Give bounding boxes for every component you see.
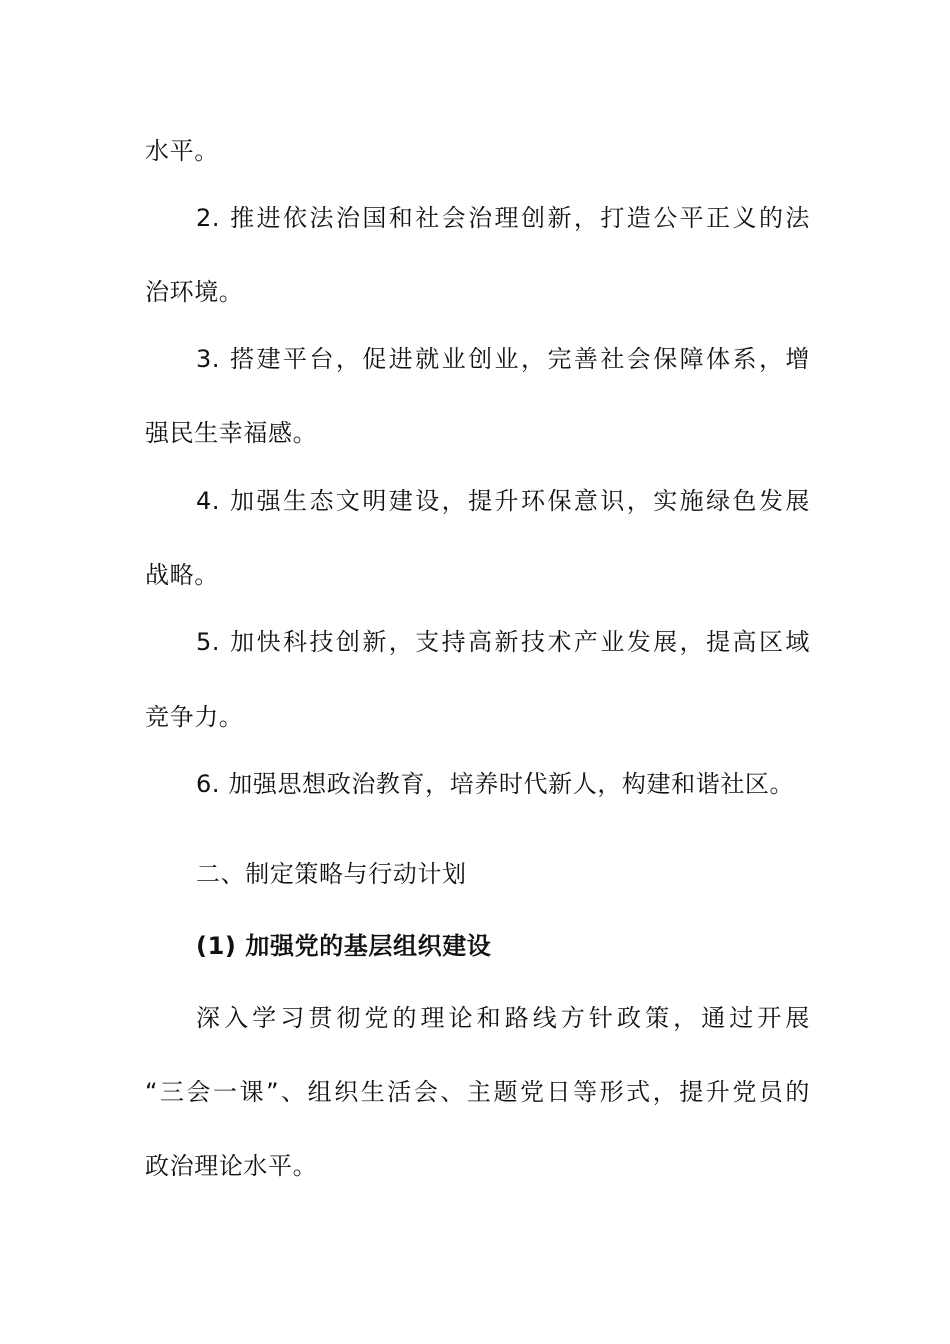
list-item-2-line-1: 2. 推进依法治国和社会治理创新，打造公平正义的法 [196,204,810,232]
list-item-6-line-1: 6. 加强思想政治教育，培养时代新人，构建和谐社区。 [196,770,795,798]
body-paragraph-line-1: 深入学习贯彻党的理论和路线方针政策，通过开展 [196,1004,810,1032]
section-heading: 二、制定策略与行动计划 [196,860,467,888]
list-item-5-line-1: 5. 加快科技创新，支持高新技术产业发展，提高区域 [196,628,810,656]
list-item-5-line-2: 竞争力。 [145,703,244,731]
list-item-2-line-2: 治环境。 [145,278,244,306]
list-item-4-line-1: 4. 加强生态文明建设，提升环保意识，实施绿色发展 [196,487,810,515]
list-item-3-line-1: 3. 搭建平台，促进就业创业，完善社会保障体系，增 [196,345,810,373]
body-paragraph-line-3: 政治理论水平。 [145,1152,318,1180]
list-item-3-line-2: 强民生幸福感。 [145,419,318,447]
subsection-heading: (1) 加强党的基层组织建设 [196,932,492,960]
paragraph-line: 水平。 [145,137,219,165]
list-item-4-line-2: 战略。 [145,561,219,589]
body-paragraph-line-2: “三会一课”、组织生活会、主题党日等形式，提升党员的 [145,1078,810,1106]
